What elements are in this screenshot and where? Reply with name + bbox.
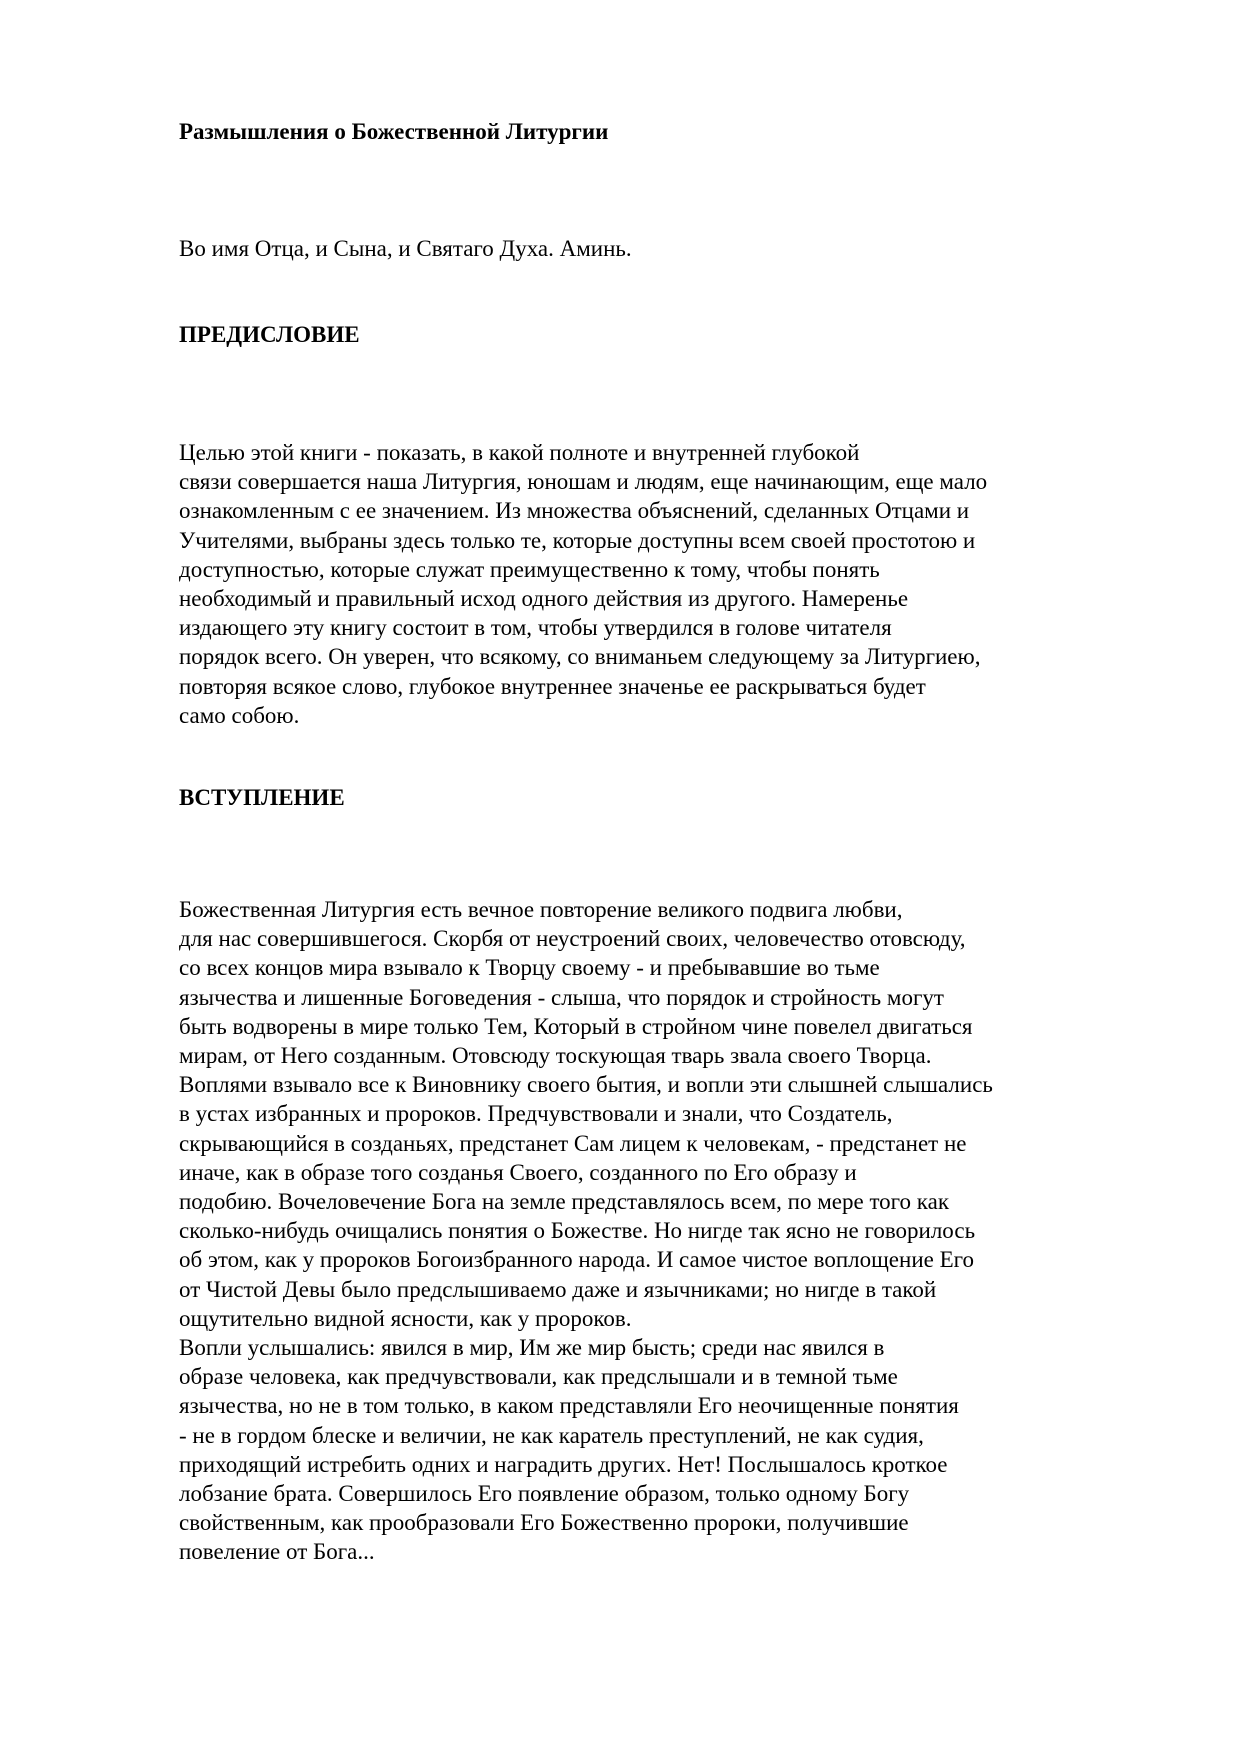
text-line: язычества и лишенные Боговедения - слыша, что порядок и стройность могут: [179, 984, 944, 1010]
text-line: необходимый и правильный исход одного действия из другого. Намеренье: [179, 586, 909, 612]
text-line: Божественная Литургия есть вечное повторение великого подвига любви,: [179, 897, 903, 922]
text-line: сколько-нибудь очищались понятия о Божестве. Но нигде так ясно не говорилось: [179, 1218, 976, 1244]
invocation-line: Во имя Отца, и Сына, и Святаго Духа. Аминь.: [179, 236, 632, 261]
text-line: доступностью, которые служат преимущественно к тому, чтобы понять: [179, 556, 880, 582]
text-line: свойственным, как прообразовали Его Божественно пророки, получившие: [179, 1510, 909, 1536]
text-line: язычества, но не в том только, в каком представляли Его неочищенные понятия: [179, 1393, 959, 1419]
text-line: лобзание брата. Совершилось Его появление образом, только одному Богу: [179, 1481, 910, 1507]
text-line: само собою.: [179, 702, 300, 728]
text-line: подобию. Вочеловечение Бога на земле представлялось всем, по мере того как: [179, 1189, 950, 1215]
text-line: быть водворены в мире только Тем, Который в стройном чине повелел двигаться: [179, 1013, 973, 1039]
document-title: Размышления о Божественной Литургии: [179, 119, 609, 144]
text-line: Учителями, выбраны здесь только те, которые доступны всем своей простотою и: [179, 527, 976, 553]
text-line: в устах избранных и пророков. Предчувствовали и знали, что Создатель,: [179, 1101, 893, 1127]
text-line: приходящий истребить одних и наградить других. Нет! Послышалось кроткое: [179, 1451, 948, 1477]
text-line: для нас совершившегося. Скорбя от неустроений своих, человечество отовсюду,: [179, 926, 966, 952]
text-line: ознакомленным с ее значением. Из множества объяснений, сделанных Отцами и: [179, 498, 970, 524]
text-line: Воплями взывало все к Виновнику своего бытия, и вопли эти слышней слышались: [179, 1072, 993, 1098]
text-line: мирам, от Него созданным. Отовсюду тоскующая тварь звала своего Творца.: [179, 1043, 932, 1069]
text-line: порядок всего. Он уверен, что всякому, со вниманьем следующему за Литургиею,: [179, 644, 981, 670]
introduction-paragraph: [179, 895, 993, 1567]
text-line: от Чистой Девы было предслышиваемо даже и язычниками; но нигде в такой: [179, 1276, 937, 1302]
text-line: ощутительно видной ясности, как у пророков.: [179, 1305, 632, 1331]
section-heading-preface: ПРЕДИСЛОВИЕ: [179, 322, 360, 347]
text-line: издающего эту книгу состоит в том, чтобы утвердился в голове читателя: [179, 615, 892, 641]
text-line: - не в гордом блеске и величии, не как каратель преступлений, не как судия,: [179, 1422, 924, 1448]
text-line: скрывающийся в созданьях, предстанет Сам лицем к человекам, - предстанет не: [179, 1130, 967, 1156]
text-line: повеление от Бога...: [179, 1539, 375, 1565]
text-line: Целью этой книги - показать, в какой полноте и внутренней глубокой: [179, 440, 860, 465]
text-line: об этом, как у пророков Богоизбранного народа. И самое чистое воплощение Его: [179, 1247, 975, 1273]
text-line: повторяя всякое слово, глубокое внутреннее значенье ее раскрываться будет: [179, 673, 926, 699]
text-line: образе человека, как предчувствовали, как предслышали и в темной тьме: [179, 1364, 898, 1390]
preface-paragraph: [179, 438, 987, 730]
text-line: иначе, как в образе того созданья Своего, созданного по Его образу и: [179, 1159, 857, 1185]
section-heading-introduction: ВСТУПЛЕНИЕ: [179, 785, 345, 810]
text-line: связи совершается наша Литургия, юношам и людям, еще начинающим, еще мало: [179, 469, 988, 495]
text-line: Вопли услышались: явился в мир, Им же мир бысть; среди нас явился в: [179, 1335, 885, 1361]
text-line: со всех концов мира взывало к Творцу своему - и пребывавшие во тьме: [179, 955, 880, 981]
